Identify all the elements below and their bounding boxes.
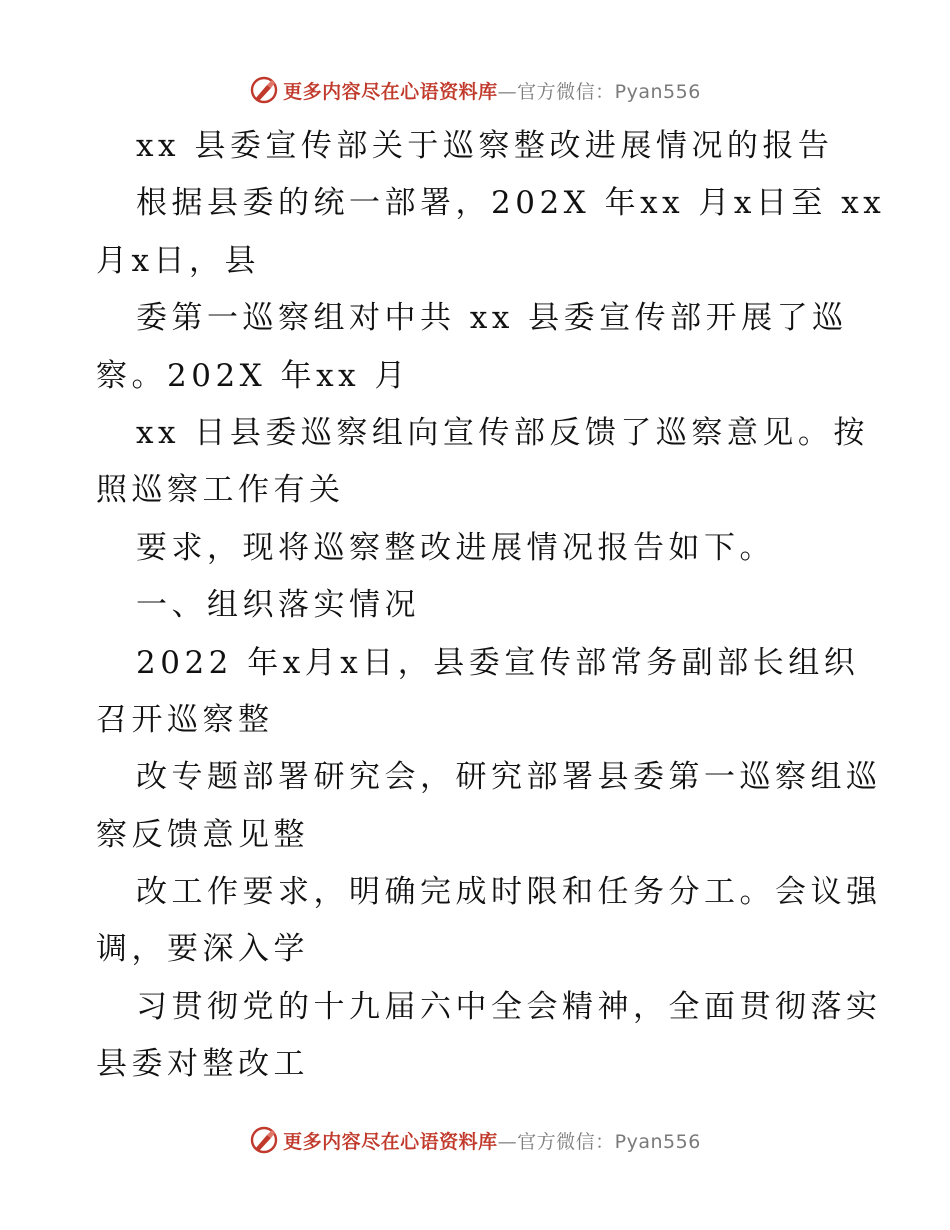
text-line: xx 日县委巡察组向宣传部反馈了巡察意见。按: [136, 414, 869, 451]
text-line: 习贯彻党的十九届六中全会精神，全面贯彻落实: [136, 988, 882, 1025]
footer-watermark: [0, 1120, 950, 1160]
text-line: 月x日，县: [96, 242, 260, 279]
watermark-red-text: 更多内容尽在心语资料库: [283, 1130, 498, 1153]
text-line: 察。202X 年xx 月: [96, 357, 410, 394]
text-line: 调，要深入学: [96, 931, 309, 968]
text-line: 改专题部署研究会，研究部署县委第一巡察组巡: [136, 759, 882, 796]
text-line: 察反馈意见整: [96, 816, 309, 853]
text-line: 召开巡察整: [96, 701, 274, 738]
text-line: 改工作要求，明确完成时限和任务分工。会议强: [136, 874, 882, 911]
text-line: 县委对整改工: [96, 1046, 309, 1083]
text-line: 照巡察工作有关: [96, 472, 345, 509]
watermark-red-text: 更多内容尽在心语资料库: [283, 80, 498, 103]
text-line: 根据县委的统一部署，202X 年xx 月x日至 xx: [136, 185, 886, 222]
document-title: xx 县委宣传部关于巡察整改进展情况的报告: [136, 128, 834, 164]
section-heading: 一、组织落实情况: [136, 587, 420, 624]
watermark-dash: —: [497, 1130, 518, 1153]
text-line: 要求，现将巡察整改进展情况报告如下。: [136, 529, 775, 566]
watermark-wechat-text: 官方微信：Pyan556: [517, 80, 701, 103]
watermark-wechat-text: 官方微信：Pyan556: [517, 1130, 701, 1153]
header-watermark: [0, 70, 950, 110]
pen-logo-icon: [249, 75, 279, 105]
text-line: 2022 年x月x日，县委宣传部常务副部长组织: [136, 644, 860, 681]
document-body: [96, 118, 886, 1094]
watermark-dash: —: [497, 80, 518, 103]
text-line: 委第一巡察组对中共 xx 县委宣传部开展了巡: [136, 300, 848, 337]
pen-logo-icon: [249, 1125, 279, 1155]
